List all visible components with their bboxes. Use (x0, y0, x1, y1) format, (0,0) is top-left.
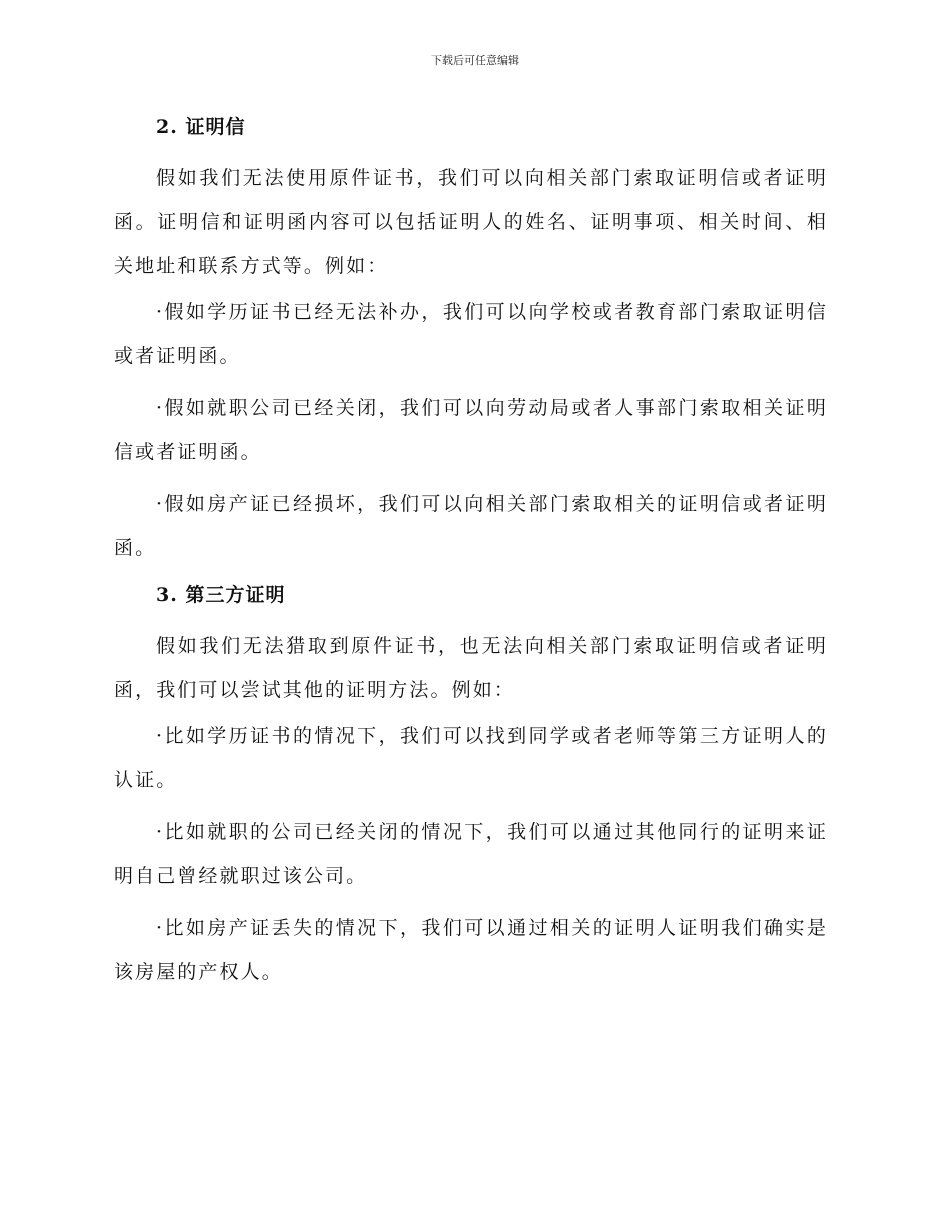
bullet-paragraph: ·假如就职公司已经关闭，我们可以向劳动局或者人事部门索取相关证明信或者证明函。 (114, 397, 828, 463)
section-intro-paragraph: 假如我们无法猎取到原件证书，也无法向相关部门索取证明信或者证明函，我们可以尝试其他的证明方法。例如： (114, 635, 828, 701)
bullet-paragraph: ·假如学历证书已经无法补办，我们可以向学校或者教育部门索取证明信或者证明函。 (114, 301, 828, 367)
bullet-paragraph: ·比如学历证书的情况下，我们可以找到同学或者老师等第三方证明人的认证。 (114, 725, 828, 791)
page-header: 下载后可任意编辑 (431, 54, 519, 67)
section-heading-third-party-proof: 3. 第三方证明 (156, 584, 286, 606)
bullet-paragraph: ·比如房产证丢失的情况下，我们可以通过相关的证明人证明我们确实是该房屋的产权人。 (114, 917, 828, 983)
bullet-paragraph: ·比如就职的公司已经关闭的情况下，我们可以通过其他同行的证明来证明自己曾经就职过该公司。 (114, 821, 828, 887)
document-body (114, 110, 828, 1002)
section-intro-paragraph: 假如我们无法使用原件证书，我们可以向相关部门索取证明信或者证明函。证明信和证明函内容可以包括证明人的姓名、证明事项、相关时间、相关地址和联系方式等。例如： (114, 167, 828, 277)
bullet-paragraph: ·假如房产证已经损坏，我们可以向相关部门索取相关的证明信或者证明函。 (114, 493, 828, 559)
section-heading-certificate-letter: 2. 证明信 (156, 116, 246, 138)
